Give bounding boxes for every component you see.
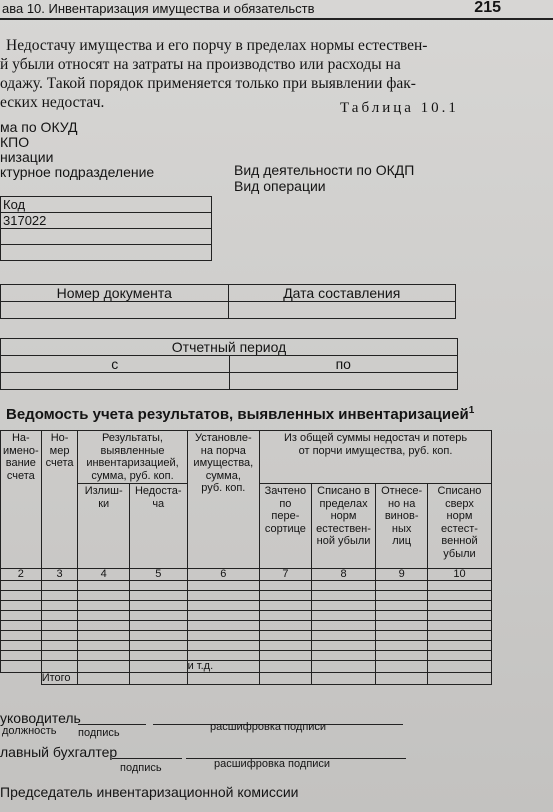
column-number: 3 [41,569,78,581]
column-number: 9 [376,569,428,581]
period-to: по [229,356,458,373]
signature-caption: подпись [120,762,162,774]
document-table [0,284,456,319]
table-row [1,651,492,661]
paragraph-line: Недостачу имущества и его порчу в пределах нормы естествен- [6,37,428,54]
column-number: 7 [260,569,312,581]
chief-accountant-label: лавный бухгалтер [0,744,118,760]
code-value: 317022 [1,213,212,229]
document-number-cell [1,302,229,319]
position-caption: должность [2,725,57,737]
table-row [1,621,492,631]
code-table [0,196,212,261]
column-number: 6 [187,569,259,581]
table-row [1,591,492,601]
col-over-norm: Списано сверх норм естест- венной убыли [427,484,491,569]
period-table [0,338,458,390]
signature-caption: подпись [78,727,120,739]
col-guilty-persons: Отнесе- но на винов- ных лиц [376,484,428,569]
col-surplus: Излиш- ки [78,484,130,569]
form-field-okpo: КПО [0,134,30,150]
code-header: Код [1,197,212,213]
column-number: 4 [78,569,130,581]
decryption-caption: расшифровка подписи [214,758,331,770]
form-header-right [234,162,414,194]
commission-chair-label: Председатель инвентаризационной комиссии [0,784,299,800]
col-total-breakdown: Из общей суммы недостач и потерь от порчи имущества, руб. коп. [260,431,492,484]
etc-label: и т.д. [187,661,259,673]
paragraph-line: й убыли относят на затраты на производство или расходы на [0,56,401,73]
form-field-activity: Вид деятельности по ОКДП [234,162,415,178]
document-date-cell [228,302,456,319]
signature-line [112,758,182,759]
column-number: 5 [129,569,187,581]
paragraph-line: одажу. Такой порядок применяется только при выявлении фак- [0,75,416,92]
table-row-etc [1,661,492,673]
document-number-label: Номер документа [1,285,229,302]
table-row [1,631,492,641]
period-title: Отчетный период [1,339,458,356]
table-row [1,581,492,591]
period-to-value [229,373,458,390]
period-from-value [1,373,230,390]
table-row [1,641,492,651]
period-from: с [1,356,230,373]
form-field-okud: ма по ОКУД [0,119,78,135]
form-field-department: ктурное подразделение [0,164,155,180]
document-date-label: Дата составления [228,285,456,302]
column-number: 8 [311,569,376,581]
form-header-left [0,120,154,180]
table-row [1,601,492,611]
vedomost-title-text: Ведомость учета результатов, выявленных инвентаризацией [6,406,469,423]
table-caption: Таблица 10.1 [340,100,459,116]
col-account-name: На- имено- вание счета [1,431,42,569]
footnote-marker: 1 [468,405,475,416]
col-writeoff-norm: Списано в пределах норм естествен- ной убыли [311,484,376,569]
code-row [1,245,212,261]
col-established-damage: Установле- на порча имущества, сумма, руб. коп. [187,431,259,569]
table-row [1,611,492,621]
form-field-operation: Вид операции [234,178,326,194]
table-row-total [1,673,492,685]
paragraph-line: еских недостач. [0,94,105,111]
col-resort: Зачтено по пере- сортице [260,484,312,569]
decryption-caption: расшифровка подписи [210,721,327,733]
inventory-results-table [0,430,492,685]
col-account-number: Но- мер счета [41,431,78,569]
code-row [1,229,212,245]
signature-line [78,724,146,725]
col-results: Результаты, выявленные инвентаризацией, сумма, руб. коп. [78,431,187,484]
column-number: 2 [1,569,42,581]
head-label: уководитель [0,710,81,726]
column-number: 10 [427,569,491,581]
vedomost-title [6,405,474,423]
chapter-title: ава 10. Инвентаризация имущества и обязательств [2,1,315,16]
form-field-organization: низации [0,149,54,165]
col-shortage: Недоста- ча [129,484,187,569]
running-header [0,0,553,20]
total-label: Итого [41,673,78,685]
page-number: 215 [474,0,501,16]
column-numbers-row [1,569,492,581]
